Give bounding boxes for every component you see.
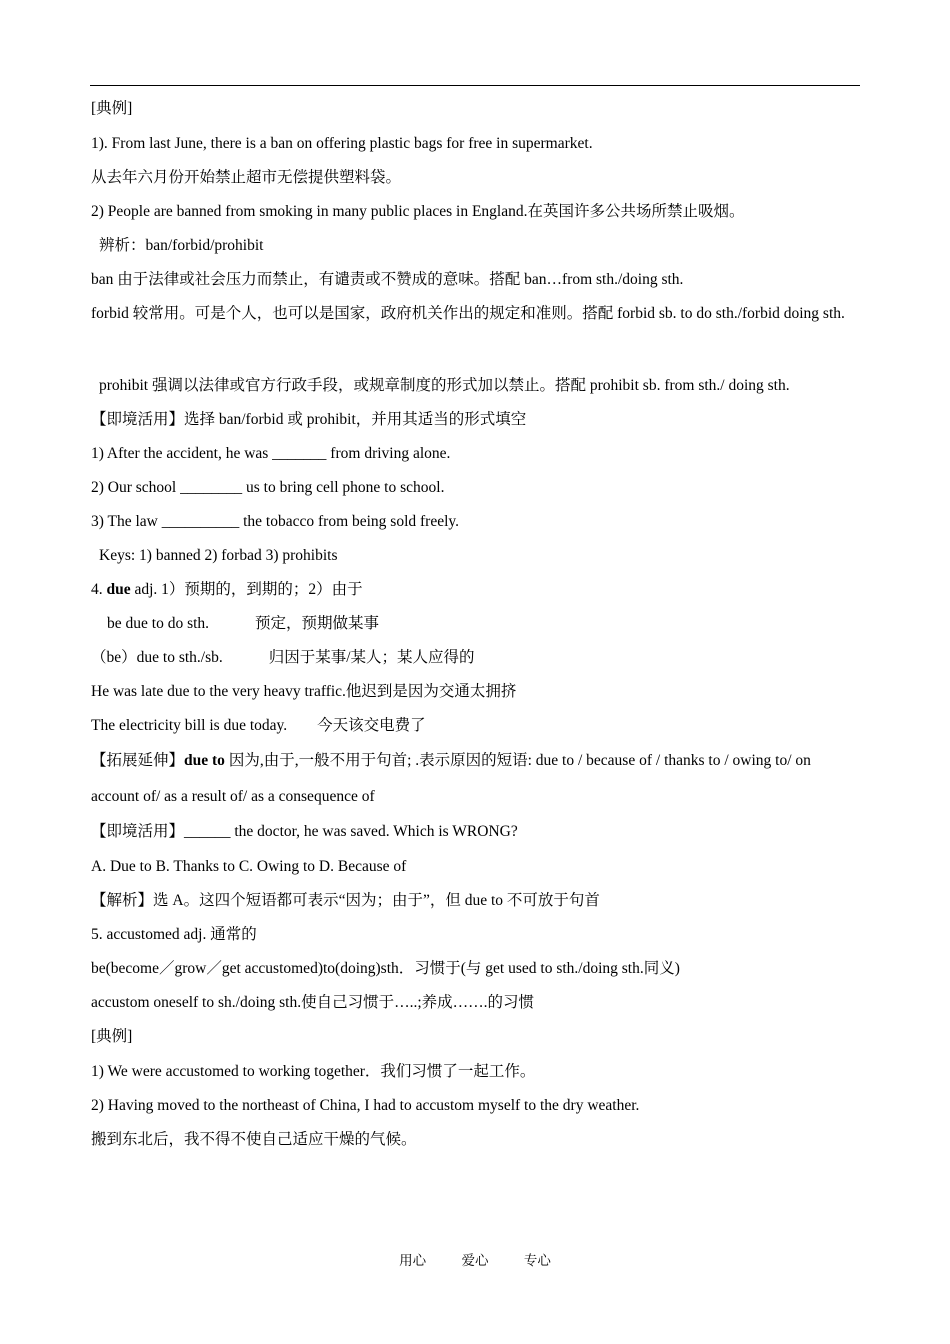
prohibit-explanation: prohibit 强调以法律或官方行政手段，或规章制度的形式加以禁止。搭配 prohibit sb. from sth./ doing sth. [99,377,790,394]
due-definition: adj. 1）预期的，到期的；2）由于 [134,581,363,598]
extension-paragraph [91,743,861,815]
due-example-1: He was late due to the very heavy traffic.他迟到是因为交通太拥挤 [91,683,517,700]
ban-explanation: ban 由于法律或社会压力而禁止，有谴责或不赞成的意味。搭配 ban…from sth./doing sth. [91,271,684,288]
footer-item-2: 爱心 [461,1253,489,1268]
translation-1: 从去年六月份开始禁止超市无偿提供塑料袋。 [91,169,402,186]
exercise-analysis: 【解析】选 A。这四个短语都可表示“因为；由于”，但 due to 不可放于句首 [91,892,600,909]
analysis-heading: 辨析：ban/forbid/prohibit [99,237,264,254]
footer-item-3: 专心 [523,1253,551,1268]
footer-item-1: 用心 [399,1253,427,1268]
accustomed-heading: 5. accustomed adj. 通常的 [91,926,257,943]
page-footer [0,1249,950,1269]
due-usage-2-phrase: （be）due to sth./sb. [91,649,223,666]
accustomed-example-2: 2) Having moved to the northeast of China, I had to accustom myself to the dry weather. [91,1097,640,1114]
due-usage-1 [107,614,877,634]
example-label-2: [典例] [91,1028,133,1045]
due-number: 4. [91,581,103,598]
due-heading [91,580,861,600]
forbid-explanation: forbid 较常用。可是个人，也可以是国家，政府机关作出的规定和准则。搭配 forbid sb. to do sth./forbid doing sth. [91,305,845,322]
due-usage-2 [91,648,861,668]
due-word: due [106,581,131,598]
example-sentence-2: 2) People are banned from smoking in many public places in England.在英国许多公共场所禁止吸烟。 [91,203,745,220]
due-usage-1-phrase: be due to do sth. [107,615,210,632]
example-label-1: [典例] [91,100,133,117]
extension-keyword: due to [184,752,225,769]
due-usage-2-meaning: 归因于某事/某人；某人应得的 [268,649,475,666]
accustomed-example-1: 1) We were accustomed to working together．我们习惯了一起工作。 [91,1063,536,1080]
due-usage-1-meaning: 预定，预期做某事 [255,615,380,632]
exercise-options: A. Due to B. Thanks to C. Owing to D. Because of [91,858,407,875]
accustomed-usage-1: be(become／grow／get accustomed)to(doing)sth．习惯于(与 get used to sth./doing sth.同义) [91,960,680,977]
extension-text: 因为,由于,一般不用于句首; .表示原因的短语: due to / because of / thanks to / owing to/ on account of/ as a result of/ as a consequence of [91,752,811,805]
exercise-heading-1: 【即境活用】选择 ban/forbid 或 prohibit，并用其适当的形式填空 [91,411,527,428]
answer-keys: Keys: 1) banned 2) forbad 3) prohibits [99,547,338,564]
due-example-2 [91,716,861,736]
exercise-item-2: 2) Our school ________ us to bring cell phone to school. [91,479,445,496]
exercise-heading-2: 【即境活用】______ the doctor, he was saved. Which is WRONG? [91,823,518,840]
header-rule [90,85,860,86]
due-example-2-en: The electricity bill is due today. [91,717,288,734]
exercise-item-1: 1) After the accident, he was _______ from driving alone. [91,445,451,462]
due-example-2-zh: 今天该交电费了 [317,717,426,734]
exercise-item-3: 3) The law __________ the tobacco from being sold freely. [91,513,460,530]
accustomed-usage-2: accustom oneself to sh./doing sth.使自己习惯于…..;养成…….的习惯 [91,994,535,1011]
accustomed-translation-2: 搬到东北后，我不得不使自己适应干燥的气候。 [91,1131,417,1148]
example-sentence-1: 1). From last June, there is a ban on offering plastic bags for free in supermarket. [91,135,593,152]
extension-label: 【拓展延伸】 [91,752,185,769]
